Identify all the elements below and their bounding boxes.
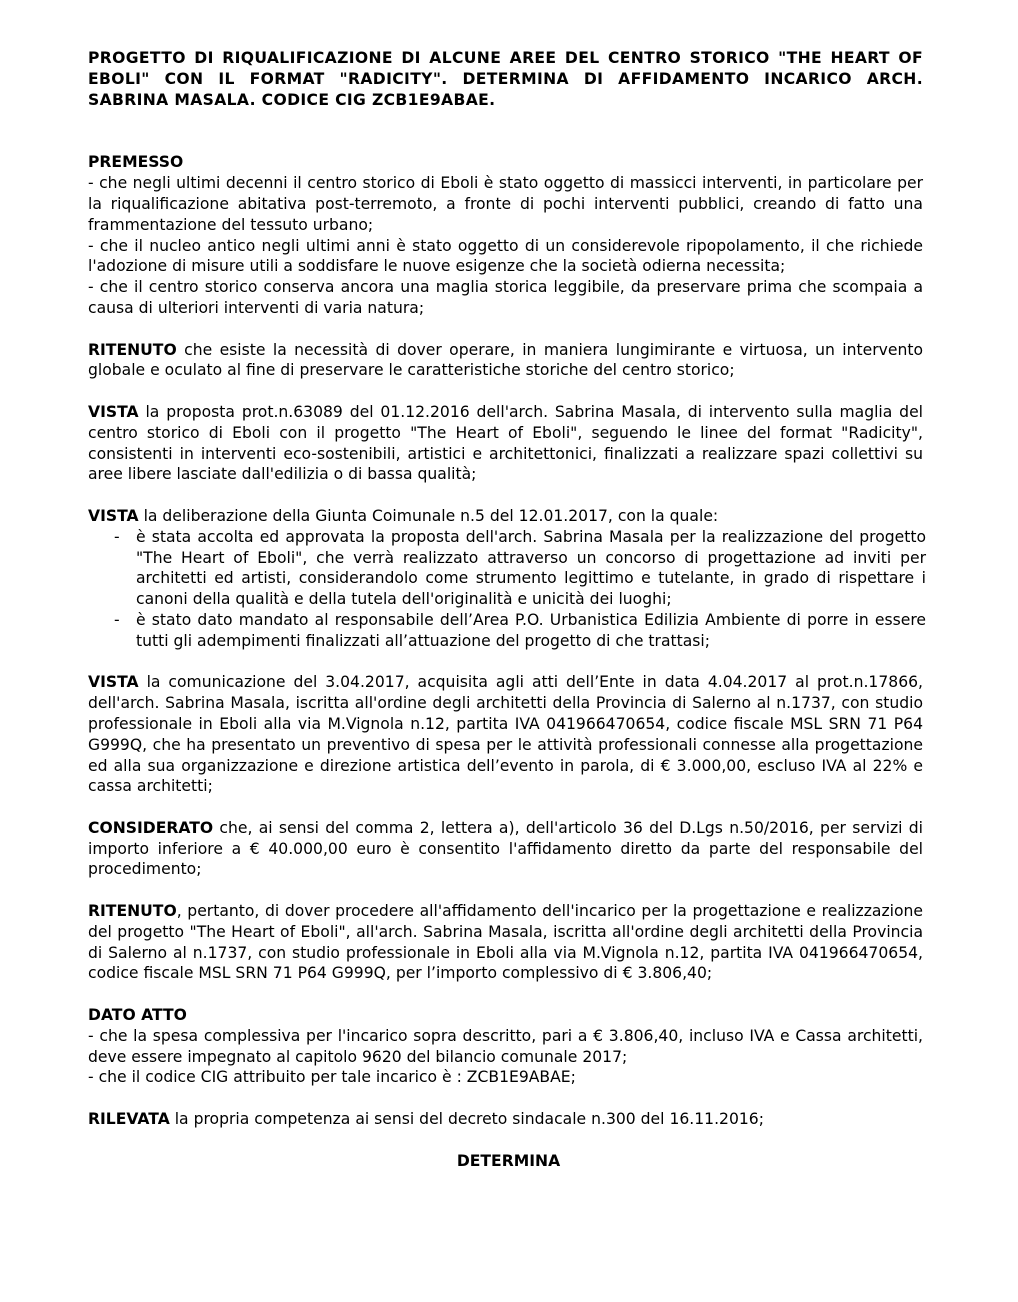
list-item: - che negli ultimi decenni il centro storico di Eboli è stato oggetto di massicci interventi, in particolare per la riqualificazione abitativa post-terremoto, a fronte di pochi interventi pubblici, creando di fatto una frammentazione del tessuto urbano; [88, 174, 923, 234]
ritenuto-2-paragraph [88, 901, 923, 984]
vista-3-paragraph [88, 672, 923, 797]
list-dash: - [114, 610, 120, 629]
ritenuto-1-text: che esiste la necessità di dover operare, in maniera lungimirante e virtuosa, un intervento globale e oculato al fine di preservare le caratteristiche storiche del centro storico; [88, 340, 923, 380]
section-vista-3 [88, 672, 923, 797]
list-item [88, 527, 926, 610]
vista-1-text: la proposta prot.n.63089 del 01.12.2016 dell'arch. Sabrina Masala, di intervento sulla maglia del centro storico di Eboli con il progetto "The Heart of Eboli", seguendo le linee del format "Radicity", consistenti in interventi eco-sostenibili, artistici e architettonici, finalizzati a realizzare spazi collettivi su aree libere lasciate dall'edilizia o di bassa qualità; [88, 402, 923, 484]
section-ritenuto-2 [88, 901, 923, 984]
ritenuto-2-lead: RITENUTO [88, 902, 177, 921]
section-dato-atto [88, 1005, 923, 1088]
vista-1-paragraph [88, 402, 923, 485]
section-vista-2 [88, 506, 926, 652]
list-dash: - [114, 527, 120, 546]
considerato-paragraph [88, 818, 923, 880]
dato-atto-list [88, 1026, 923, 1088]
section-vista-1 [88, 402, 923, 485]
vista-1-lead: VISTA [88, 402, 139, 421]
determina-heading: DETERMINA [456, 1151, 561, 1170]
premesso-list [88, 173, 923, 319]
dato-atto-heading: DATO ATTO [88, 1006, 187, 1025]
list-item: - che la spesa complessiva per l'incarico sopra descritto, pari a € 3.806,40, incluso IVA e Cassa architetti, deve essere impegnato al capitolo 9620 del bilancio comunale 2017; [88, 1026, 923, 1066]
list-item: - che il codice CIG attribuito per tale incarico è : ZCB1E9ABAE; [88, 1068, 576, 1087]
vista-2-list [88, 527, 926, 652]
list-item: - che il nucleo antico negli ultimi anni è stato oggetto di un considerevole ripopolamento, il che richiede l'adozione di misure utili a soddisfare le nuove esigenze che la società odierna necessita; [88, 236, 923, 276]
vista-2-lead: VISTA [88, 506, 139, 525]
vista-3-text: la comunicazione del 3.04.2017, acquisita agli atti dell’Ente in data 4.04.2017 al prot.n.17866, dell'arch. Sabrina Masala, iscritta all'ordine degli architetti della Provincia di Salerno al n.1737, con studio professionale in Eboli alla via M.Vignola n.12, partita IVA 041966470654, codice fiscale MSL SRN 71 P64 G999Q, che ha presentato un preventivo di spesa per le attività professionali connesse alla progettazione ed alla sua organizzazione e direzione artistica dell’evento in parola, di € 3.000,00, escluso IVA al 22% e cassa architetti; [88, 673, 923, 796]
considerato-text: che, ai sensi del comma 2, lettera a), dell'articolo 36 del D.Lgs n.50/2016, per servizi di importo inferiore a € 40.000,00 euro è consentito l'affidamento diretto da parte del responsabile del procedimento; [88, 818, 923, 879]
list-item: - che il centro storico conserva ancora una maglia storica leggibile, da preservare prima che scompaia a causa di ulteriori interventi di varia natura; [88, 278, 923, 317]
list-item-text: è stato dato mandato al responsabile dell’Area P.O. Urbanistica Edilizia Ambiente di porre in essere tutti gli adempimenti finalizzati all’attuazione del progetto di che trattasi; [136, 610, 926, 650]
section-premesso [88, 152, 923, 318]
rilevata-paragraph [88, 1109, 923, 1130]
considerato-lead: CONSIDERATO [88, 818, 214, 837]
rilevata-text: la propria competenza ai sensi del decreto sindacale n.300 del 16.11.2016; [169, 1110, 764, 1129]
section-ritenuto-1 [88, 340, 923, 382]
rilevata-lead: RILEVATA [88, 1110, 170, 1129]
vista-3-lead: VISTA [88, 673, 139, 692]
ritenuto-1-paragraph [88, 340, 923, 382]
section-rilevata [88, 1109, 923, 1130]
list-item [88, 610, 926, 652]
ritenuto-1-lead: RITENUTO [88, 340, 177, 359]
list-item-text: è stata accolta ed approvata la proposta dell'arch. Sabrina Masala per la realizzazione del progetto "The Heart of Eboli", che verrà realizzato attraverso un concorso di progettazione ad inviti per architetti ed artisti, considerandolo come strumento legittimo e tutelante, in grado di rispettare i canoni della qualità e della tutela dell'originalità e unicità dei luoghi; [136, 527, 926, 609]
vista-2-paragraph [88, 506, 923, 527]
document-title: PROGETTO DI RIQUALIFICAZIONE DI ALCUNE AREE DEL CENTRO STORICO "THE HEART OF EBOLI" CON IL FORMAT "RADICITY". DETERMINA DI AFFIDAMENTO INCARICO ARCH. SABRINA MASALA. CODICE CIG ZCB1E9ABAE. [88, 49, 923, 109]
vista-2-text: la deliberazione della Giunta Coimunale n.5 del 12.01.2017, con la quale: [138, 506, 719, 525]
section-considerato [88, 818, 923, 880]
premesso-heading: PREMESSO [88, 153, 184, 172]
ritenuto-2-text: , pertanto, di dover procedere all'affidamento dell'incarico per la progettazione e realizzazione del progetto "The Heart of Eboli", all'arch. Sabrina Masala, iscritta all'ordine degli architetti della Provincia di Salerno al n.1737, con studio professionale in Eboli alla via M.Vignola n.12, partita IVA 041966470654, codice fiscale MSL SRN 71 P64 G999Q, per l’importo complessivo di € 3.806,40; [88, 902, 923, 983]
